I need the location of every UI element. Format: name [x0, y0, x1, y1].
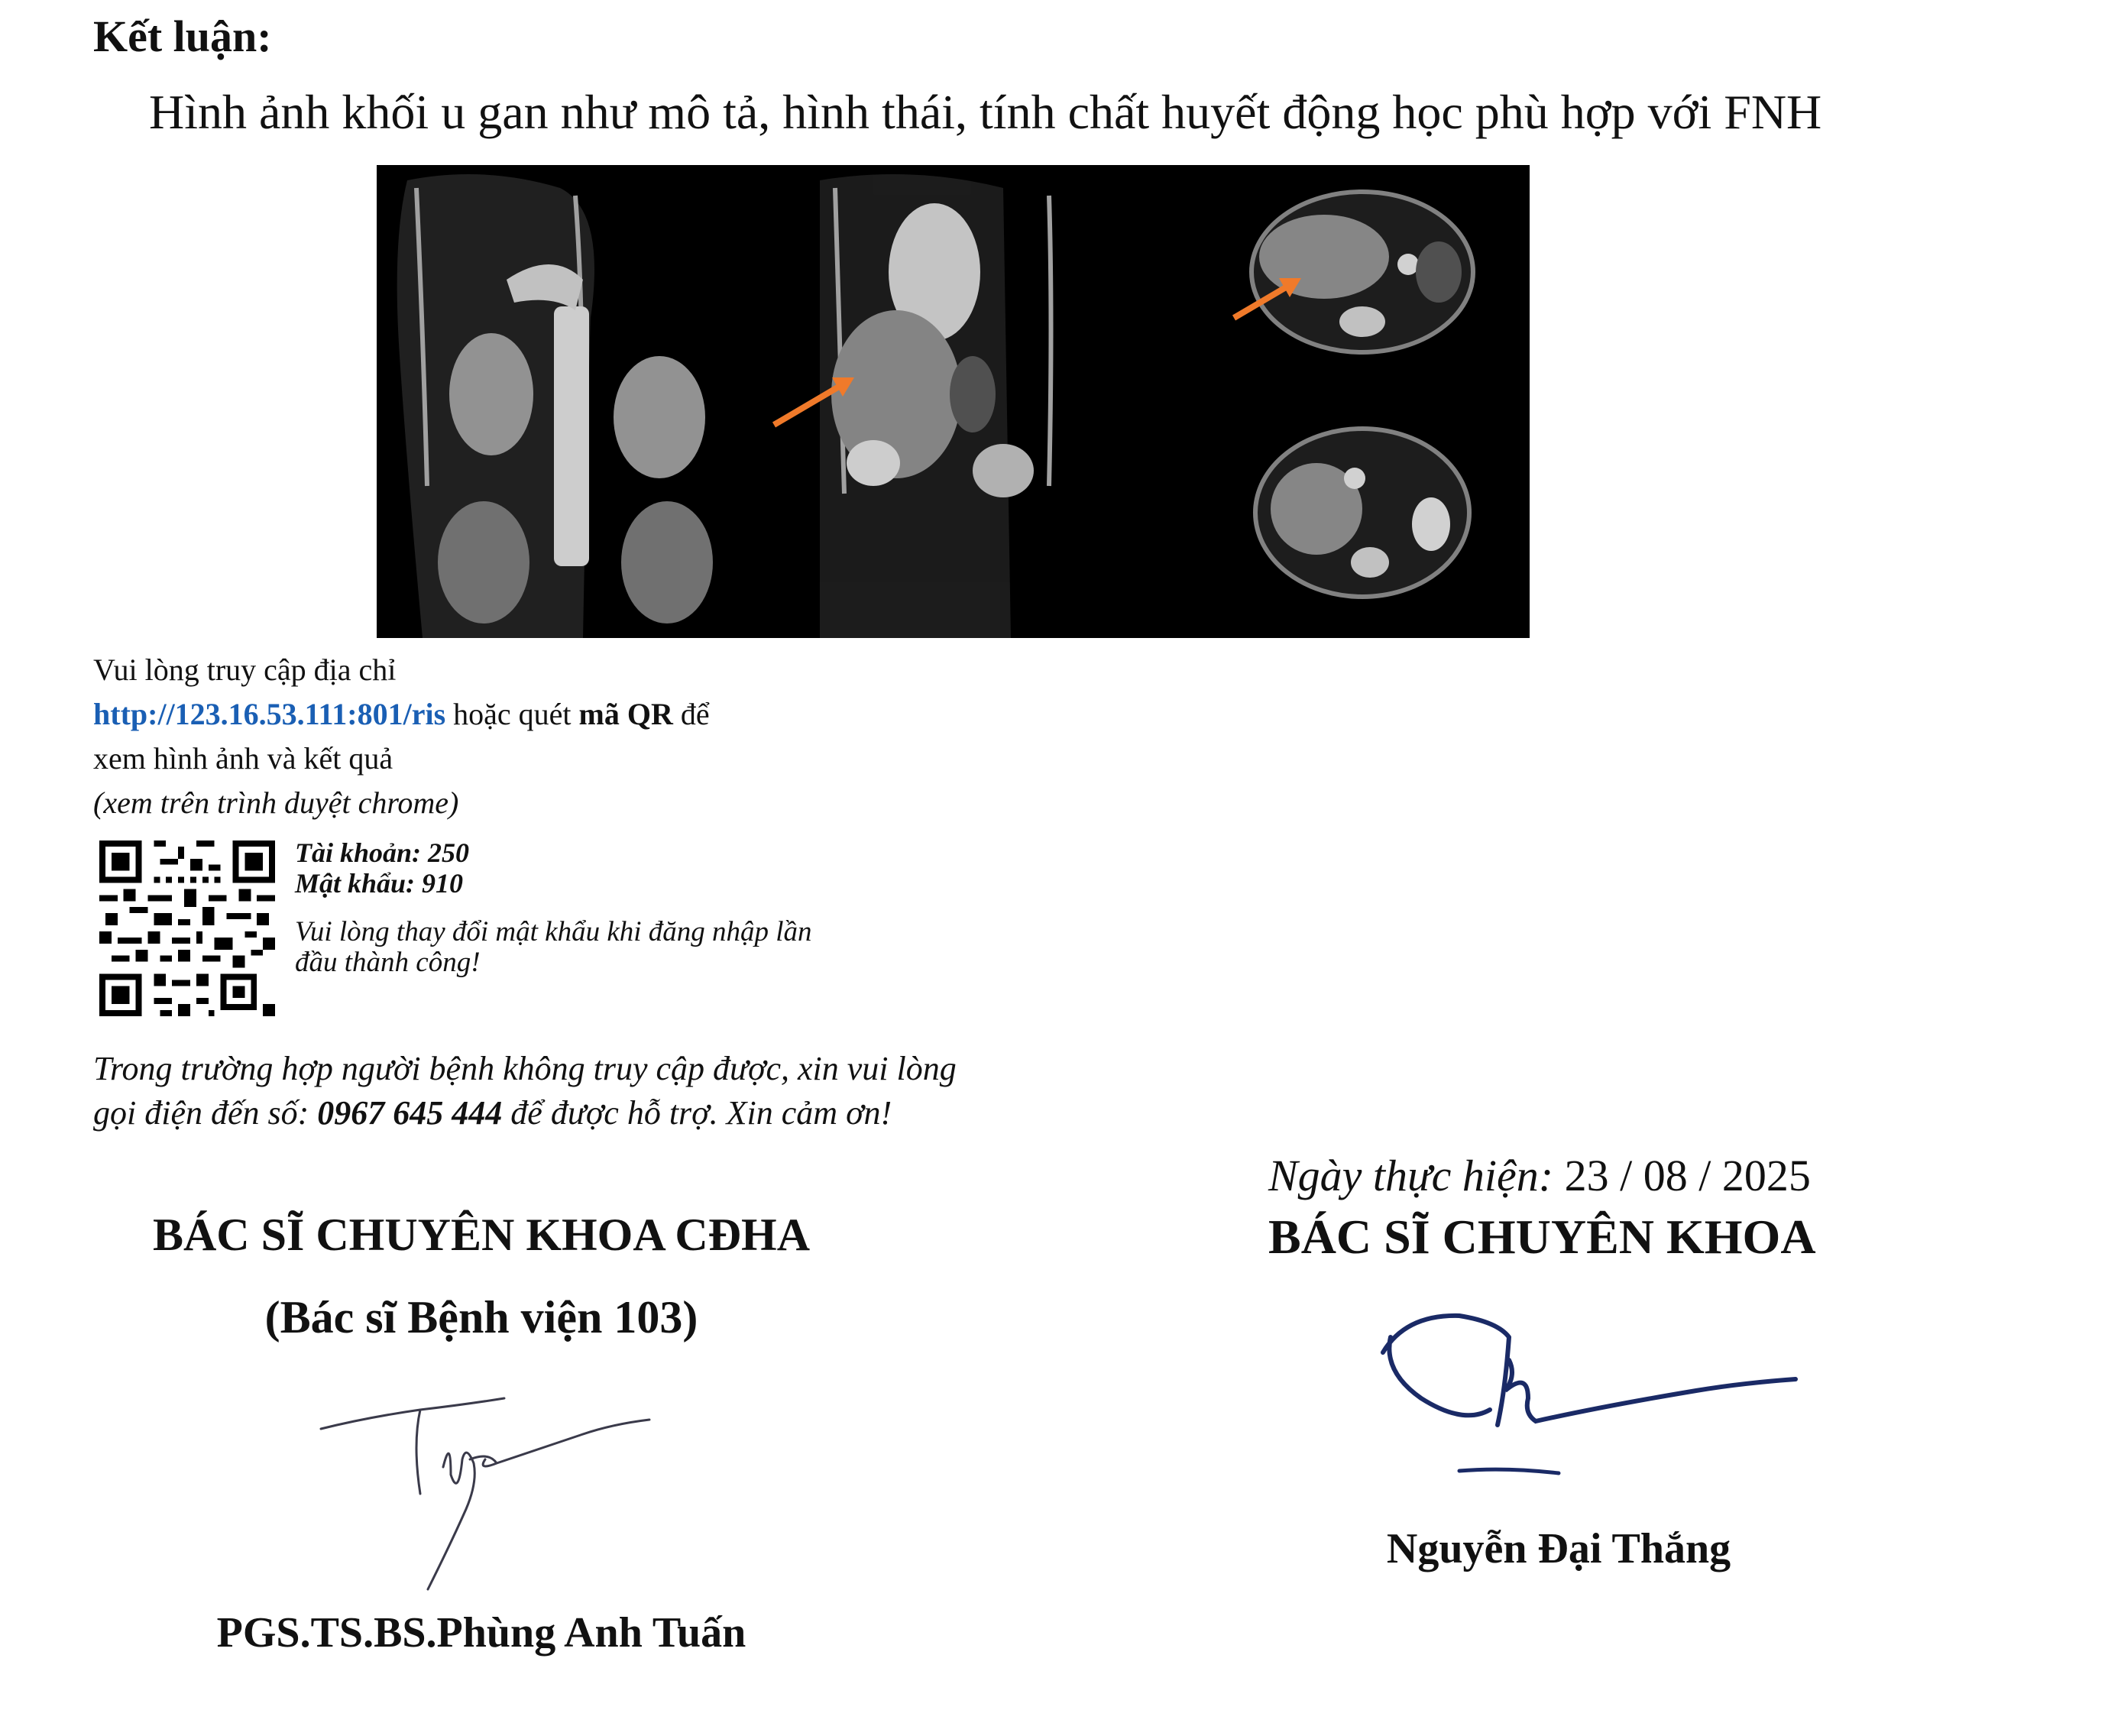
account-info: [295, 837, 812, 978]
left-signature-image: [313, 1375, 672, 1597]
left-signer-subtitle: (Bác sĩ Bệnh viện 103): [264, 1292, 698, 1342]
access-instructions: [93, 648, 710, 825]
access-line-2: http://123.16.53.111:801/ris hoặc quét mã QR để: [93, 697, 710, 731]
account-password: Mật khẩu: 910: [295, 868, 464, 899]
left-signer-title: BÁC SĨ CHUYÊN KHOA CĐHA: [152, 1210, 811, 1260]
qr-label: mã QR: [578, 697, 673, 731]
access-line-1: Vui lòng truy cập địa chỉ: [93, 653, 397, 687]
right-signature-image: [1375, 1299, 1803, 1490]
account-username: Tài khoản: 250: [295, 837, 470, 868]
exam-date: Ngày thực hiện: 23 / 08 / 2025: [1268, 1151, 1811, 1200]
right-signer-title: BÁC SĨ CHUYÊN KHOA: [1268, 1210, 1816, 1264]
ct-image-panel: [377, 165, 1530, 638]
browser-note: (xem trên trình duyệt chrome): [93, 785, 459, 820]
ris-link[interactable]: http://123.16.53.111:801/ris: [93, 697, 446, 731]
right-signer-name: Nguyễn Đại Thắng: [1386, 1525, 1731, 1572]
password-change-note: Vui lòng thay đổi mật khẩu khi đăng nhập lần đầu thành công!: [295, 916, 812, 978]
conclusion-text: Hình ảnh khối u gan như mô tả, hình thái, tính chất huyết động học phù hợp với FNH: [149, 85, 1822, 139]
qr-code-icon[interactable]: [98, 840, 277, 1016]
support-note: Trong trường hợp người bệnh không truy cập được, xin vui lòng gọi điện đến số: 0967 645 444 để được hỗ trợ. Xin cảm ơn!: [93, 1050, 957, 1132]
ct-scan-images: [377, 165, 1530, 638]
left-signer-name: PGS.TS.BS.Phùng Anh Tuấn: [216, 1609, 746, 1657]
ct-axial-bottom: [1255, 429, 1469, 597]
access-line-3: xem hình ảnh và kết quả: [93, 741, 393, 776]
support-phone: 0967 645 444: [317, 1094, 503, 1132]
ct-axial-top: [1252, 192, 1473, 352]
conclusion-label: Kết luận:: [93, 11, 272, 61]
